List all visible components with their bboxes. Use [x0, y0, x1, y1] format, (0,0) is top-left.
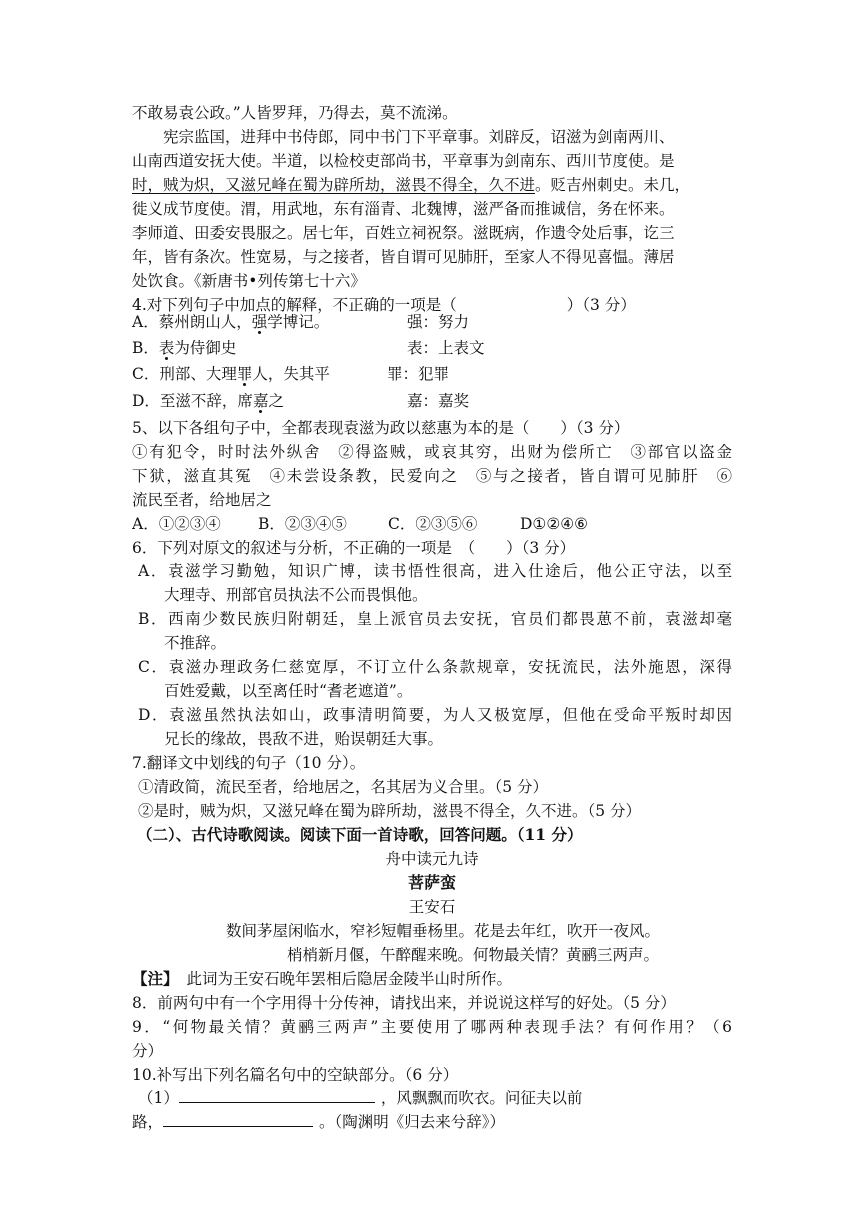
q5-option-d: D①②④⑥ — [520, 515, 589, 533]
poem-note: 【注】 此词为王安石晚年罢相后隐居金陵半山时所作。 — [132, 969, 513, 988]
question-7-stem: 7.翻译文中划线的句子（10 分）。 — [132, 754, 366, 772]
q6-option-c: C．袁滋办理政务仁慈宽厚，不订立什么条款规章，安抚流民，法外施恩，深得 — [138, 658, 732, 676]
note-label: 【注】 — [132, 969, 179, 988]
q7-sentence-1: ①清政简，流民至者，给地居之，名其居为义合里。（5 分） — [138, 778, 549, 796]
q6-option-b-cont: 不推辞。 — [164, 634, 227, 652]
q5-choices-line: ①有犯令，时时法外纵舍 ②得盗贼，或哀其穷，出财为偿所亡 ③部官以盗金 — [132, 443, 732, 461]
q4-option-d-explanation: 嘉：嘉奖 — [407, 392, 470, 410]
q6-option-b: B．西南少数民族归附朝廷，皇上派官员去安抚，官员们都畏葸不前，袁滋却毫 — [138, 610, 732, 628]
q4-option-b: B．表为侍御史 表：上表文 — [132, 336, 732, 360]
question-6-stem: 6．下列对原文的叙述与分析，不正确的一项是 （ ）（3 分） — [132, 539, 576, 557]
q7-sentence-2: ②是时，贼为炽，又滋兄峰在蜀为辟所劫，滋畏不得全，久不进。（5 分） — [138, 802, 642, 820]
passage-line: 徙义成节度使。渭，用武地，东有淄青、北魏博，滋严备而推诚信，务在怀来。 — [132, 200, 675, 218]
q10-item-1: （1） ，风飘飘而吹衣。问征夫以前 — [138, 1086, 738, 1110]
dotted-character: 强 — [251, 313, 268, 331]
q4-option-b-explanation: 表：上表文 — [407, 339, 485, 357]
question-9-cont: 分） — [132, 1042, 164, 1060]
q6-option-a-cont: 大理寺、刑部官员执法不公而畏惧他。 — [164, 586, 428, 604]
fill-blank[interactable] — [179, 1086, 375, 1103]
passage-line: 不敢易袁公政。”人皆罗拜，乃得去，莫不流涕。 — [132, 104, 458, 122]
q4-option-a: A．蔡州朗山人，强学博记。 强：努力 — [132, 310, 732, 334]
passage-line — [132, 173, 732, 197]
q6-option-c-cont: 百姓爱戴，以至离任时“耆老遮道”。 — [164, 682, 413, 700]
dotted-character: 表 — [158, 339, 175, 357]
dotted-character: 罪 — [236, 365, 253, 383]
passage-line: 年，皆有条次。性宽易，与之接者，皆自谓可见肺肝，至家人不得见喜愠。薄居 — [132, 248, 675, 266]
passage-line: 山南西道安抚大使。半道，以检校吏部尚书，平章事为剑南东、西川节度使。是 — [132, 152, 675, 170]
q6-option-d: D．袁滋虽然执法如山，政事清明简要，为人又极宽厚，但他在受命平叛时却因 — [138, 706, 732, 724]
q5-option-a: A．①②③④ — [132, 515, 221, 533]
q5-option-b: B．②③④⑤ — [258, 515, 347, 533]
passage-line: 处饮食。《新唐书•列传第七十六》 — [132, 272, 366, 290]
question-5-stem: 5、以下各组句子中，全都表现袁滋为政以慈惠为本的是（ ）（3 分） — [132, 419, 630, 437]
section-heading: （二）、古代诗歌阅读。阅读下面一首诗歌，回答问题。（11 分） — [137, 825, 583, 844]
q4-option-d: D．至滋不辞，席嘉之 嘉：嘉奖 — [132, 389, 732, 413]
q5-options — [132, 512, 732, 536]
poem-line: 梢梢新月偃，午醉醒来晚。何物最关情？黄鹂三两声。 — [287, 946, 660, 964]
passage-line: 宪宗监国，进拜中书侍郎，同中书门下平章事。刘辟反，诏滋为剑南两川、 — [163, 128, 675, 146]
q6-option-a: A．袁滋学习勤勉，知识广博，读书悟性很高，进入仕途后，他公正守法，以至 — [138, 562, 732, 580]
q10-item-1-cont: 路， 。（陶渊明《归去来兮辞》） — [132, 1110, 732, 1134]
underlined-sentence: 时，贼为炽，又滋兄峰在蜀为辟所劫，滋畏不得全，久不进 — [132, 176, 536, 194]
question-8: 8．前两句中有一个字用得十分传神，请找出来，并说说这样写的好处。（5 分） — [132, 994, 676, 1012]
poem-author: 王安石 — [408, 898, 456, 916]
poem-line: 数间茅屋闲临水，窄衫短帽垂杨里。花是去年红，吹开一夜风。 — [226, 922, 661, 940]
question-4-stem: 4.对下列句子中加点的解释，不正确的一项是（ ）（3 分） — [132, 296, 636, 314]
q5-option-c: C．②③⑤⑥ — [388, 515, 478, 533]
poem-title: 菩萨蛮 — [407, 873, 456, 892]
q5-choices-line: 下狱，滋直其冤 ④未尝设条教，民爱向之 ⑤与之接者，皆自谓可见肺肝 ⑥ — [132, 467, 732, 485]
q6-option-d-cont: 兄长的缘故，畏敌不进，贻误朝廷大事。 — [164, 730, 444, 748]
q5-choices-line: 流民至者，给地居之 — [132, 491, 272, 509]
passage-line: 李师道、田委安畏服之。居七年，百姓立祠祝祭。滋既病，作遗令处后事，讫三 — [132, 224, 675, 242]
fill-blank[interactable] — [163, 1110, 313, 1127]
q4-option-c-explanation: 罪：犯罪 — [387, 365, 450, 383]
question-9: 9．“何物最关情？黄鹂三两声”主要使用了哪两种表现手法？有何作用？（6 — [132, 1018, 732, 1036]
passage-text: 。贬吉州刺史。未几， — [535, 176, 691, 194]
q4-option-c: C．刑部、大理罪人，失其平 罪：犯罪 — [132, 362, 732, 386]
dotted-character: 嘉 — [252, 392, 269, 410]
question-10-stem: 10.补写出下列名篇名句中的空缺部分。（6 分） — [132, 1066, 459, 1084]
poem-pretitle: 舟中读元九诗 — [385, 850, 479, 868]
q4-option-a-explanation: 强：努力 — [407, 313, 470, 331]
